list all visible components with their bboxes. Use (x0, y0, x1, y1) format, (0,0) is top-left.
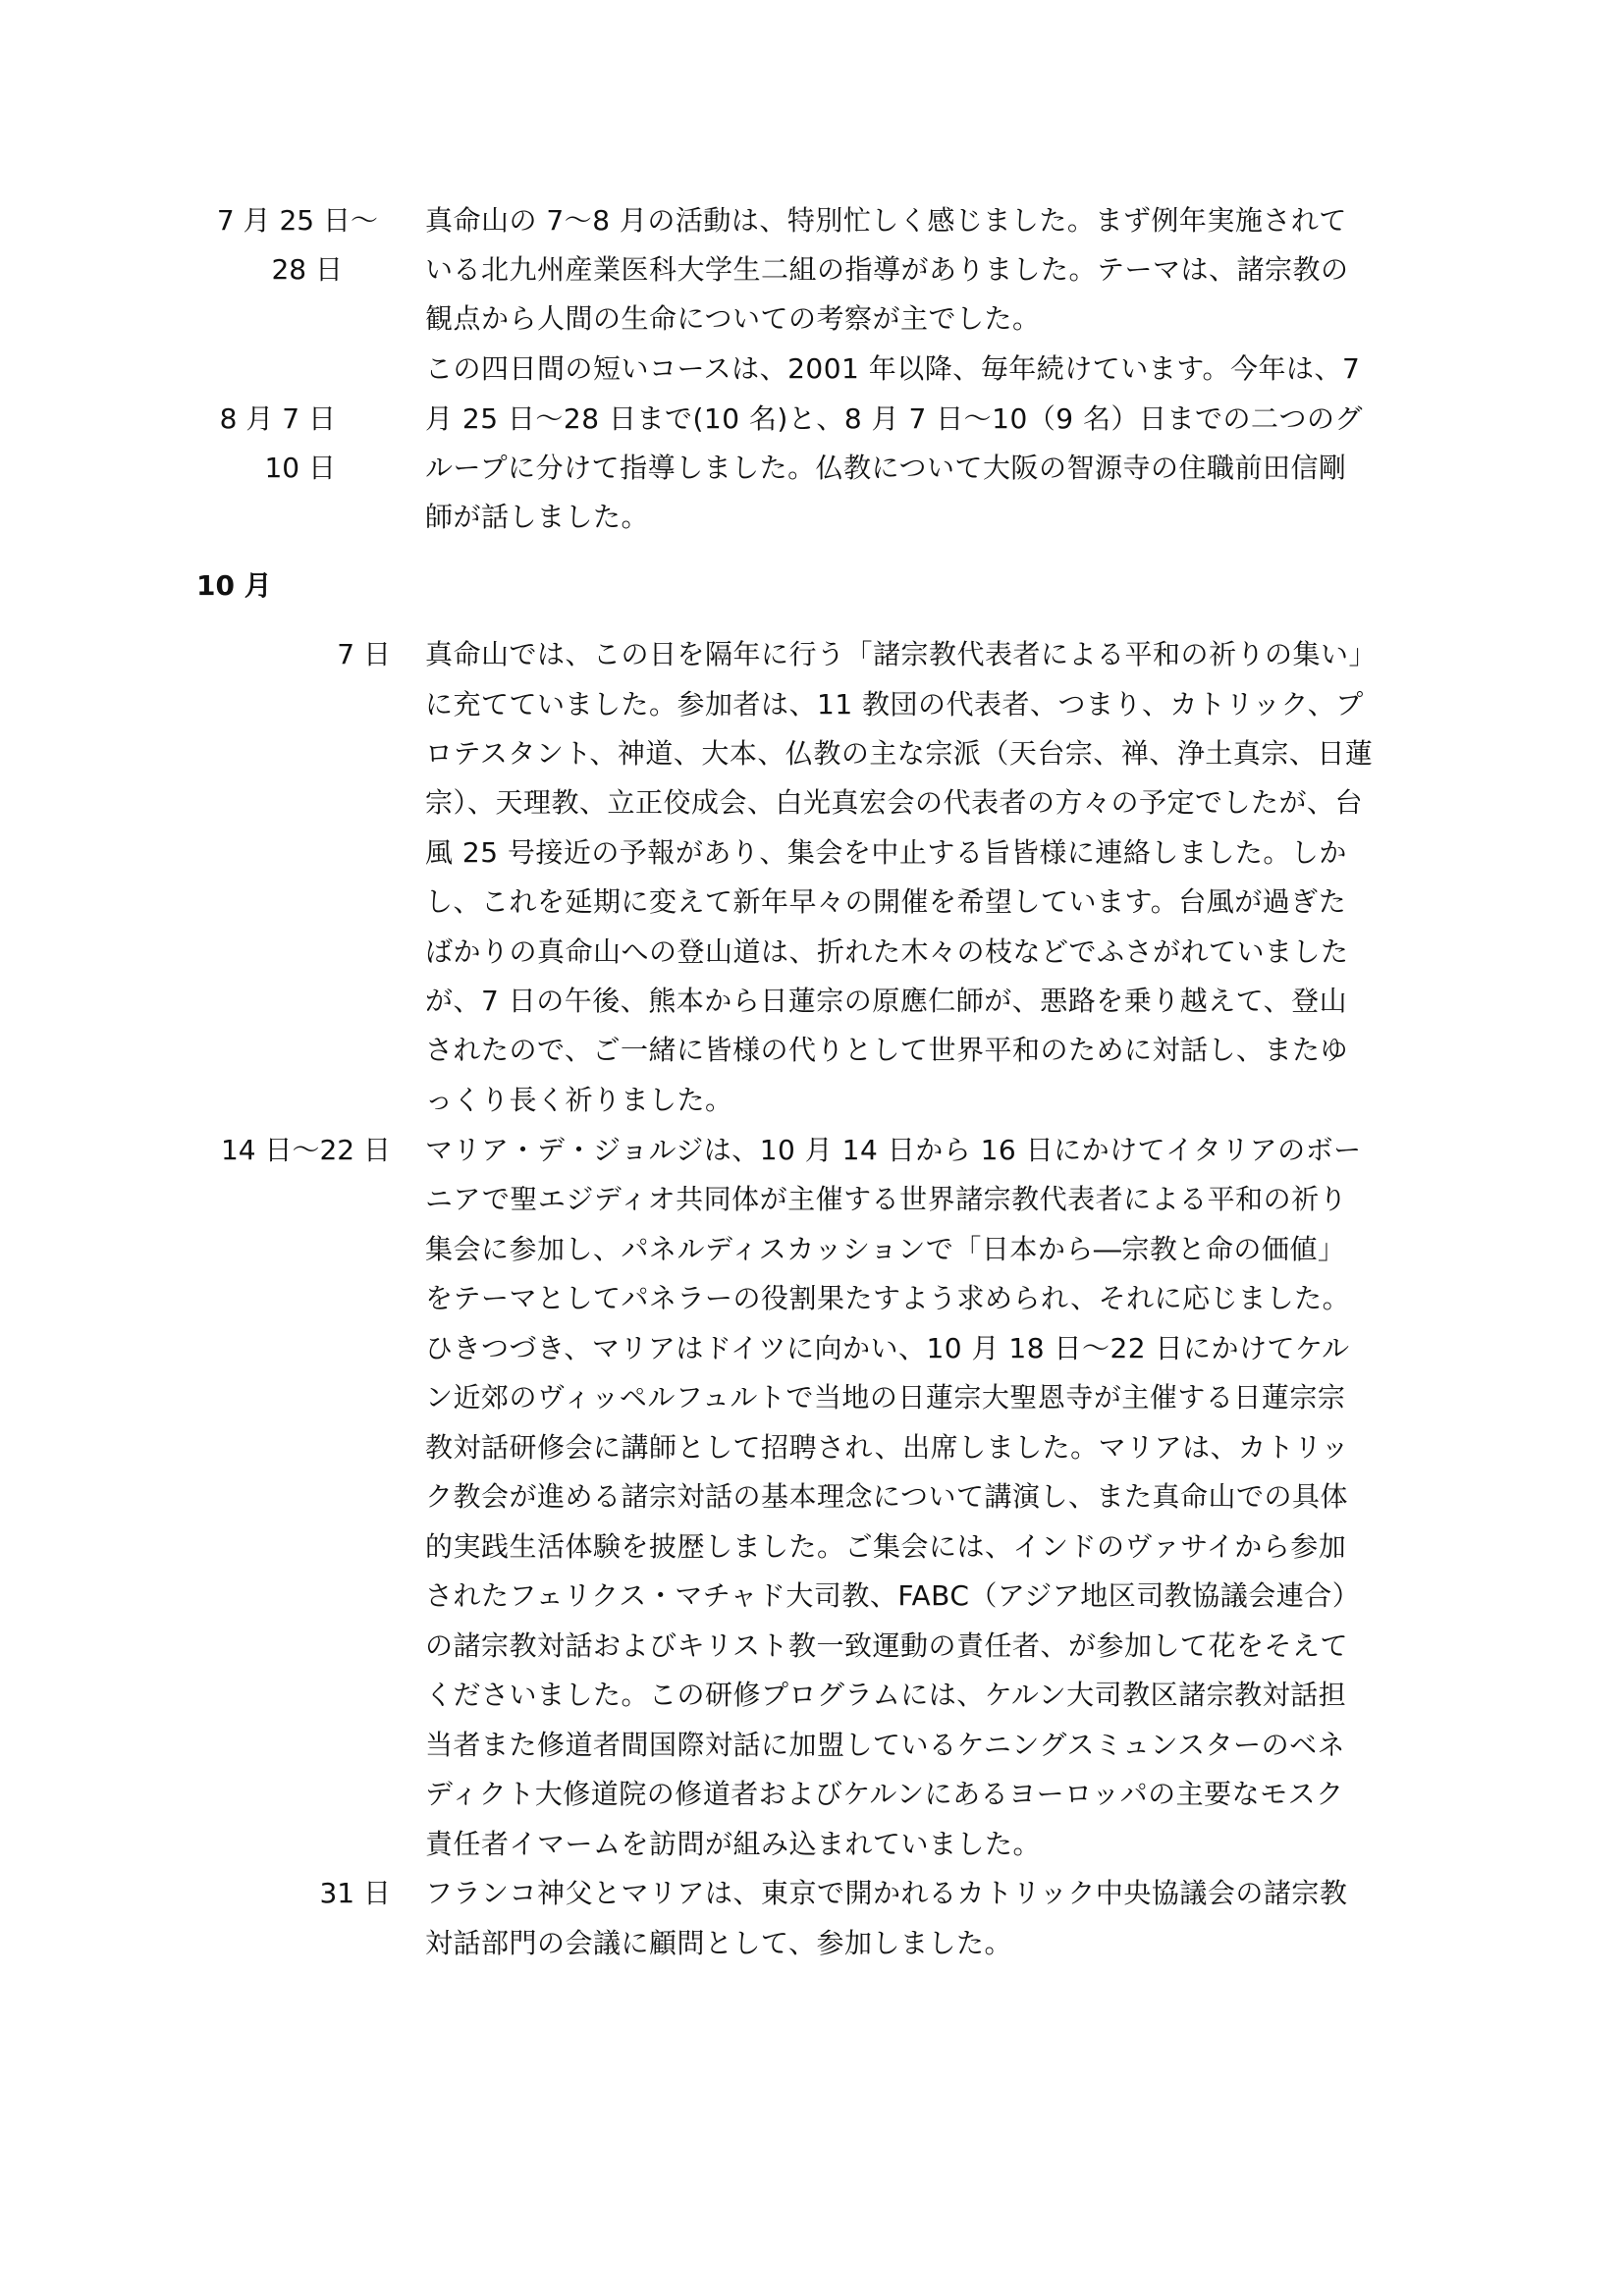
paragraph-line: に充てていました。参加者は、11 教団の代表者、つまり、カトリック、プ (425, 688, 1364, 721)
paragraph-line: 教対話研修会に講師として招聘され、出席しました。マリアは、カトリッ (425, 1431, 1350, 1464)
paragraph-line: ばかりの真命山への登山道は、折れた木々の枝などでふさがれていました (425, 935, 1349, 968)
entry-date-line: 10 日 (264, 452, 336, 484)
paragraph-line: 真命山では、この日を隔年に行う「諸宗教代表者による平和の祈りの集い」 (425, 638, 1378, 670)
paragraph-line: ロテスタント、神道、大本、仏教の主な宗派（天台宗、禅、浄土真宗、日蓮 (425, 737, 1374, 770)
paragraph-line: 風 25 号接近の予報があり、集会を中止する旨皆様に連絡しました。しか (425, 836, 1347, 869)
paragraph-line: 対話部門の会議に顧問として、参加しました。 (425, 1927, 1012, 1959)
paragraph-line: 観点から人間の生命についての考察が主でした。 (425, 302, 1041, 335)
paragraph-line: 責任者イマームを訪問が組み込まれていました。 (425, 1828, 1042, 1860)
paragraph-line: いる北九州産業医科大学生二組の指導がありました。テーマは、諸宗教の (425, 253, 1349, 286)
month-heading: 10 月 (196, 569, 272, 602)
paragraph-line: の諸宗教対話およびキリスト教一致運動の責任者、が参加して花をそえて (425, 1629, 1348, 1662)
paragraph-line: フランコ神父とマリアは、東京で開かれるカトリック中央協議会の諸宗教 (425, 1877, 1348, 1909)
entry-date: 31 日 (319, 1877, 391, 1909)
entry-date-line: 8 月 7 日 (219, 402, 336, 435)
entry-date-line: 7 月 25 日～ (216, 204, 378, 237)
paragraph-line: ニアで聖エジディオ共同体が主催する世界諸宗教代表者による平和の祈り (425, 1183, 1348, 1215)
paragraph-line: されたので、ご一緒に皆様の代りとして世界平和のために対話し、またゆ (425, 1034, 1348, 1066)
paragraph-line: 宗）、天理教、立正佼成会、白光真宏会の代表者の方々の予定でしたが、台 (425, 786, 1364, 819)
paragraph-line: をテーマとしてパネラーの役割果たすよう求められ、それに応じました。 (425, 1282, 1351, 1314)
paragraph-line: ループに分けて指導しました。仏教について大阪の智源寺の住職前田信剛 (425, 452, 1347, 484)
paragraph-line: っくり長く祈りました。 (425, 1084, 733, 1116)
paragraph-line: 師が話しました。 (425, 501, 650, 533)
entry-date: 14 日～22 日 (220, 1134, 391, 1166)
entry-date-line: 28 日 (271, 253, 343, 286)
paragraph-line: 月 25 日～28 日まで(10 名)と、8 月 7 日～10（9 名）日までの二つのグ (425, 402, 1364, 435)
paragraph-line: 的実践生活体験を披歴しました。ご集会には、インドのヴァサイから参加 (425, 1530, 1347, 1563)
paragraph-line: マリア・デ・ジョルジは、10 月 14 日から 16 日にかけてイタリアのボー (425, 1134, 1362, 1166)
entry-date: 7 日 (337, 638, 391, 670)
paragraph-line: し、これを延期に変えて新年早々の開催を希望しています。台風が過ぎた (425, 885, 1347, 918)
paragraph-line: くださいました。この研修プログラムには、ケルン大司教区諸宗教対話担 (425, 1679, 1347, 1711)
paragraph-line: 集会に参加し、パネルディスカッションで「日本から―宗教と命の価値」 (425, 1233, 1346, 1265)
paragraph-line: この四日間の短いコースは、2001 年以降、毎年続けています。今年は、7 (425, 352, 1361, 385)
paragraph-line: が、7 日の午後、熊本から日蓮宗の原應仁師が、悪路を乗り越えて、登山 (425, 985, 1348, 1017)
paragraph-line: されたフェリクス・マチャド大司教、FABC（アジア地区司教協議会連合） (425, 1579, 1361, 1612)
paragraph-line: ディクト大修道院の修道者およびケルンにあるヨーロッパの主要なモスク (425, 1778, 1344, 1810)
paragraph-line: ク教会が進める諸宗対話の基本理念について講演し、また真命山での具体 (425, 1480, 1348, 1513)
paragraph-line: 真命山の 7～8 月の活動は、特別忙しく感じました。まず例年実施されて (425, 204, 1347, 237)
paragraph-line: 当者また修道者間国際対話に加盟しているケニングスミュンスターのベネ (425, 1729, 1346, 1761)
paragraph-line: ひきつづき、マリアはドイツに向かい、10 月 18 日～22 日にかけてケル (425, 1332, 1350, 1364)
paragraph-line: ン近郊のヴィッペルフュルトで当地の日蓮宗大聖恩寺が主催する日蓮宗宗 (425, 1381, 1346, 1414)
